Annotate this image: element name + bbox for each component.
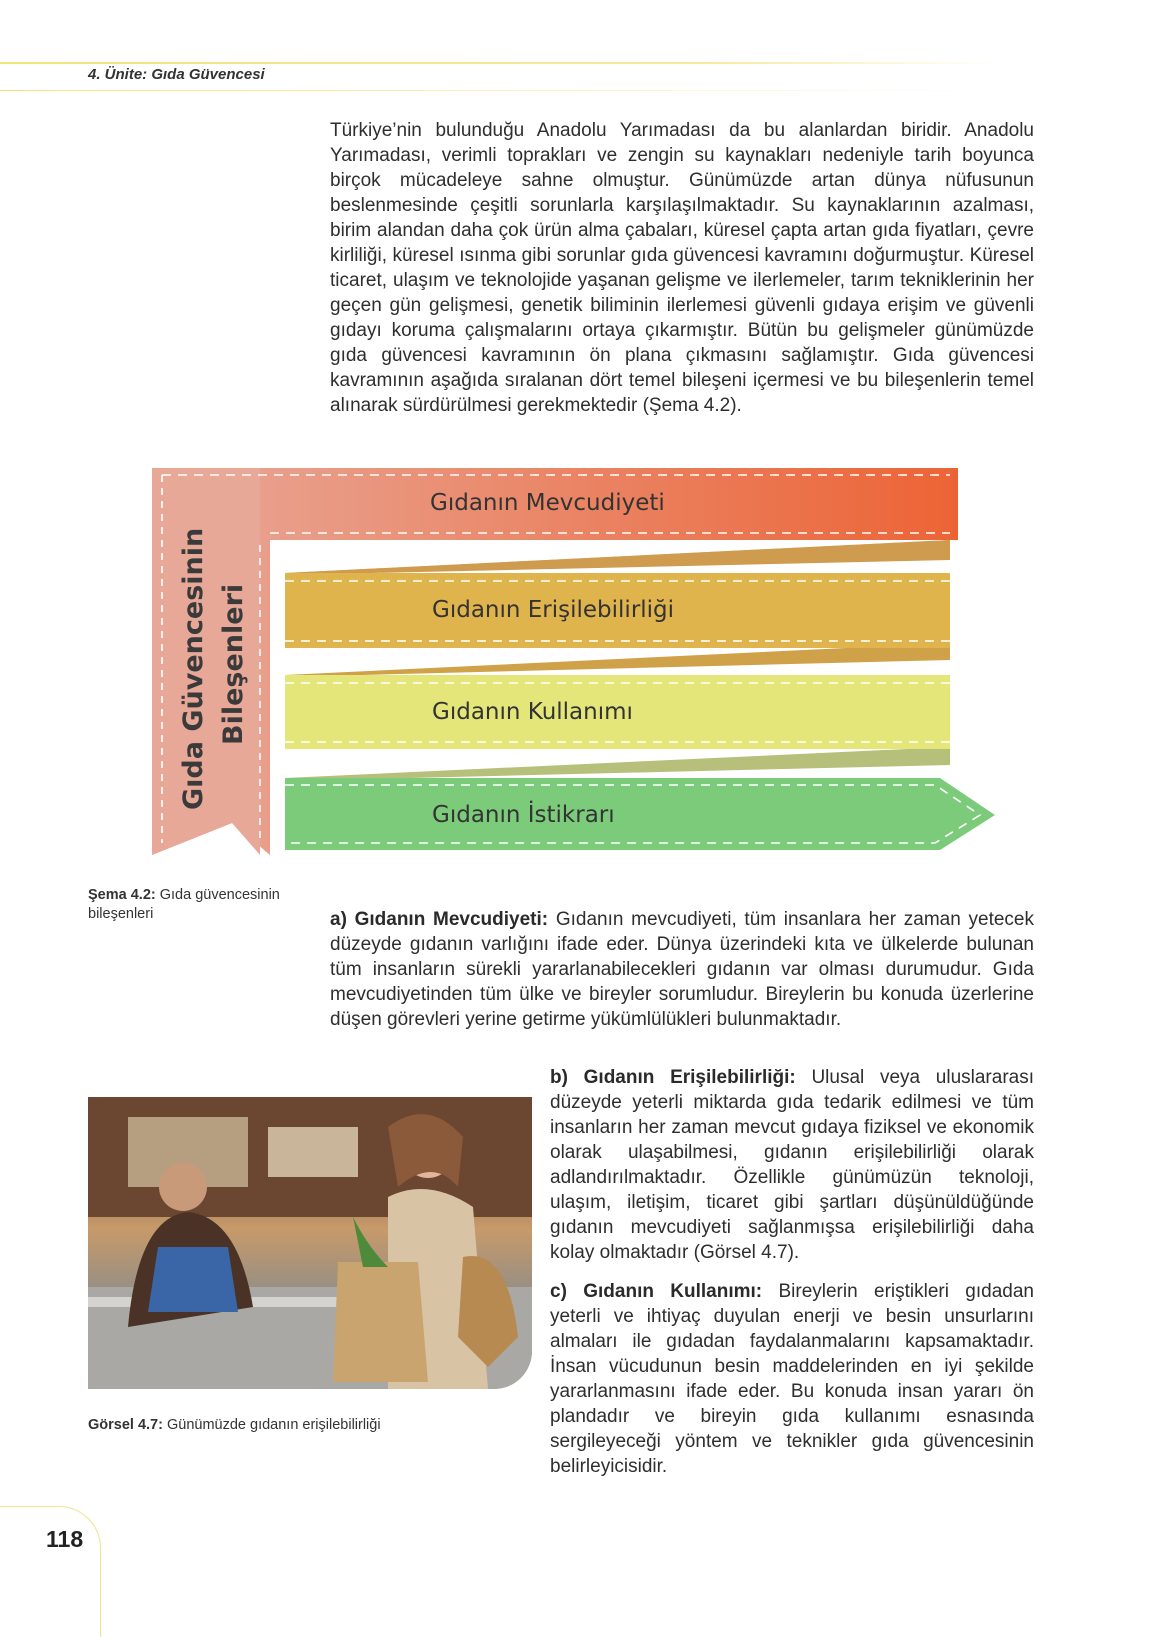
photo-caption-label: Görsel 4.7: bbox=[88, 1417, 163, 1433]
supermarket-checkout-photo bbox=[88, 1097, 532, 1389]
connector-2 bbox=[285, 643, 950, 677]
band-istikrar bbox=[285, 778, 995, 850]
food-security-schema bbox=[150, 465, 1000, 865]
vertical-title-line1: Gıda Güvencesinin bbox=[178, 527, 209, 810]
photo-illustration bbox=[88, 1097, 532, 1389]
photo-caption-text: Günümüzde gıdanın erişilebilirliği bbox=[166, 1417, 381, 1433]
unit-title: 4. Ünite: Gıda Güvencesi bbox=[88, 66, 265, 83]
photo-caption bbox=[88, 1416, 508, 1435]
band-label-istikrar: Gıdanın İstikrarı bbox=[432, 802, 615, 828]
section-a bbox=[330, 907, 1034, 1032]
header-rule-lower bbox=[0, 90, 1000, 91]
section-b-heading: b) Gıdanın Erişilebilirliği: bbox=[550, 1067, 796, 1088]
intro-paragraph: Türkiye’nin bulunduğu Anadolu Yarımadası da bu alanlardan biridir. Anadolu Yarımadası, verimli toprakları ve zengin su kaynakları nedeniyle tarih boyunca birçok mücadeleye sahne olmuştur. Günümüzde artan dünya nüfusunun beslenmesinde çeşitli sorunlarla karşılaşılmaktadır. Su kaynaklarının azalması, birim alandan daha çok ürün alma çabaları, küresel çapta artan gıda fiyatları, çevre kirliliği, küresel ısınma gibi sorunlar gıda güvencesi kavramını doğurmuştur. Küresel ticaret, ulaşım ve teknolojide yaşanan gelişme ve ilerlemeler, tarım tekniklerinin her geçen gün gelişmesi, genetik biliminin ilerlemesi güvenli gıdaya erişim ve güvenli gıdayı koruma çalışmalarını ortaya çıkarmıştır. Bütün bu gelişmeler günümüzde gıda güvencesi kavramının ön plana çıkmasını sağlamıştır. Gıda güvencesi kavramının aşağıda sıralanan dört temel bileşeni içermesi ve bu bileşenlerin temel alınarak sürdürülmesi gerekmektedir (Şema 4.2). bbox=[330, 120, 1034, 416]
band-label-erisilebilirlik: Gıdanın Erişilebilirliği bbox=[432, 597, 675, 623]
band-label-kullanim: Gıdanın Kullanımı bbox=[432, 699, 633, 725]
section-c-heading: c) Gıdanın Kullanımı: bbox=[550, 1281, 763, 1302]
schema-caption-text: Gıda güvencesinin bileşenleri bbox=[88, 887, 280, 922]
section-b bbox=[550, 1065, 1034, 1265]
header-rule bbox=[0, 62, 1000, 64]
band-label-mevcudiyet: Gıdanın Mevcudiyeti bbox=[430, 490, 665, 516]
schema-caption-label: Şema 4.2: bbox=[88, 887, 156, 903]
section-c-text: Bireylerin eriştikleri gıdadan yeterli ve ihtiyaç duyulan enerji ve besin unsurlarını almaları ile gıdadan faydalanmalarını kapsamaktadır. İnsan vücudunun besin maddelerinden en iyi şekilde yararlanmasını ifade eder. Bu konuda insan yararı ön plandadır ve bireyin gıda kullanımı esnasında sergileyeceği yöntem ve teknikler gıda güvencesinin belirleyicisidir. bbox=[550, 1281, 1034, 1477]
section-a-heading: a) Gıdanın Mevcudiyeti: bbox=[330, 909, 549, 930]
schema-caption bbox=[88, 886, 308, 924]
connector-1 bbox=[285, 540, 950, 575]
section-a-text: Gıdanın mevcudiyeti, tüm insanlara her zaman yetecek düzeyde gıdanın varlığını ifade eder. Dünya üzerindeki kıta ve ülkelerde bulunan tüm insanların sürekli yararlanabilecekleri gıdanın var olması durumudur. Gıda mevcudiyetinden tüm ülke ve bireyler sorumludur. Bireylerin bu konuda üzerlerine düşen görevleri yerine getirme yükümlülükleri bulunmaktadır. bbox=[330, 909, 1034, 1030]
section-b-text: Ulusal veya uluslararası düzeyde yeterli miktarda gıda tedarik edilmesi ve tüm insanların her zaman mevcut gıdaya fiziksel ve ekonomik olarak ulaşabilmesi, gıdanın erişilebilirliği olarak adlandırılmaktadır. Özellikle günümüzün teknoloji, ulaşım, iletişim, ticaret gibi şartları düşünüldüğünde gıdanın mevcudiyeti sağlanmışsa erişilebilirliği daha kolay olmaktadır (Görsel 4.7). bbox=[550, 1067, 1034, 1263]
page-number: 118 bbox=[46, 1526, 84, 1552]
connector-3 bbox=[285, 747, 950, 781]
section-c bbox=[550, 1279, 1034, 1479]
vertical-title-line2: Bileşenleri bbox=[218, 583, 249, 745]
